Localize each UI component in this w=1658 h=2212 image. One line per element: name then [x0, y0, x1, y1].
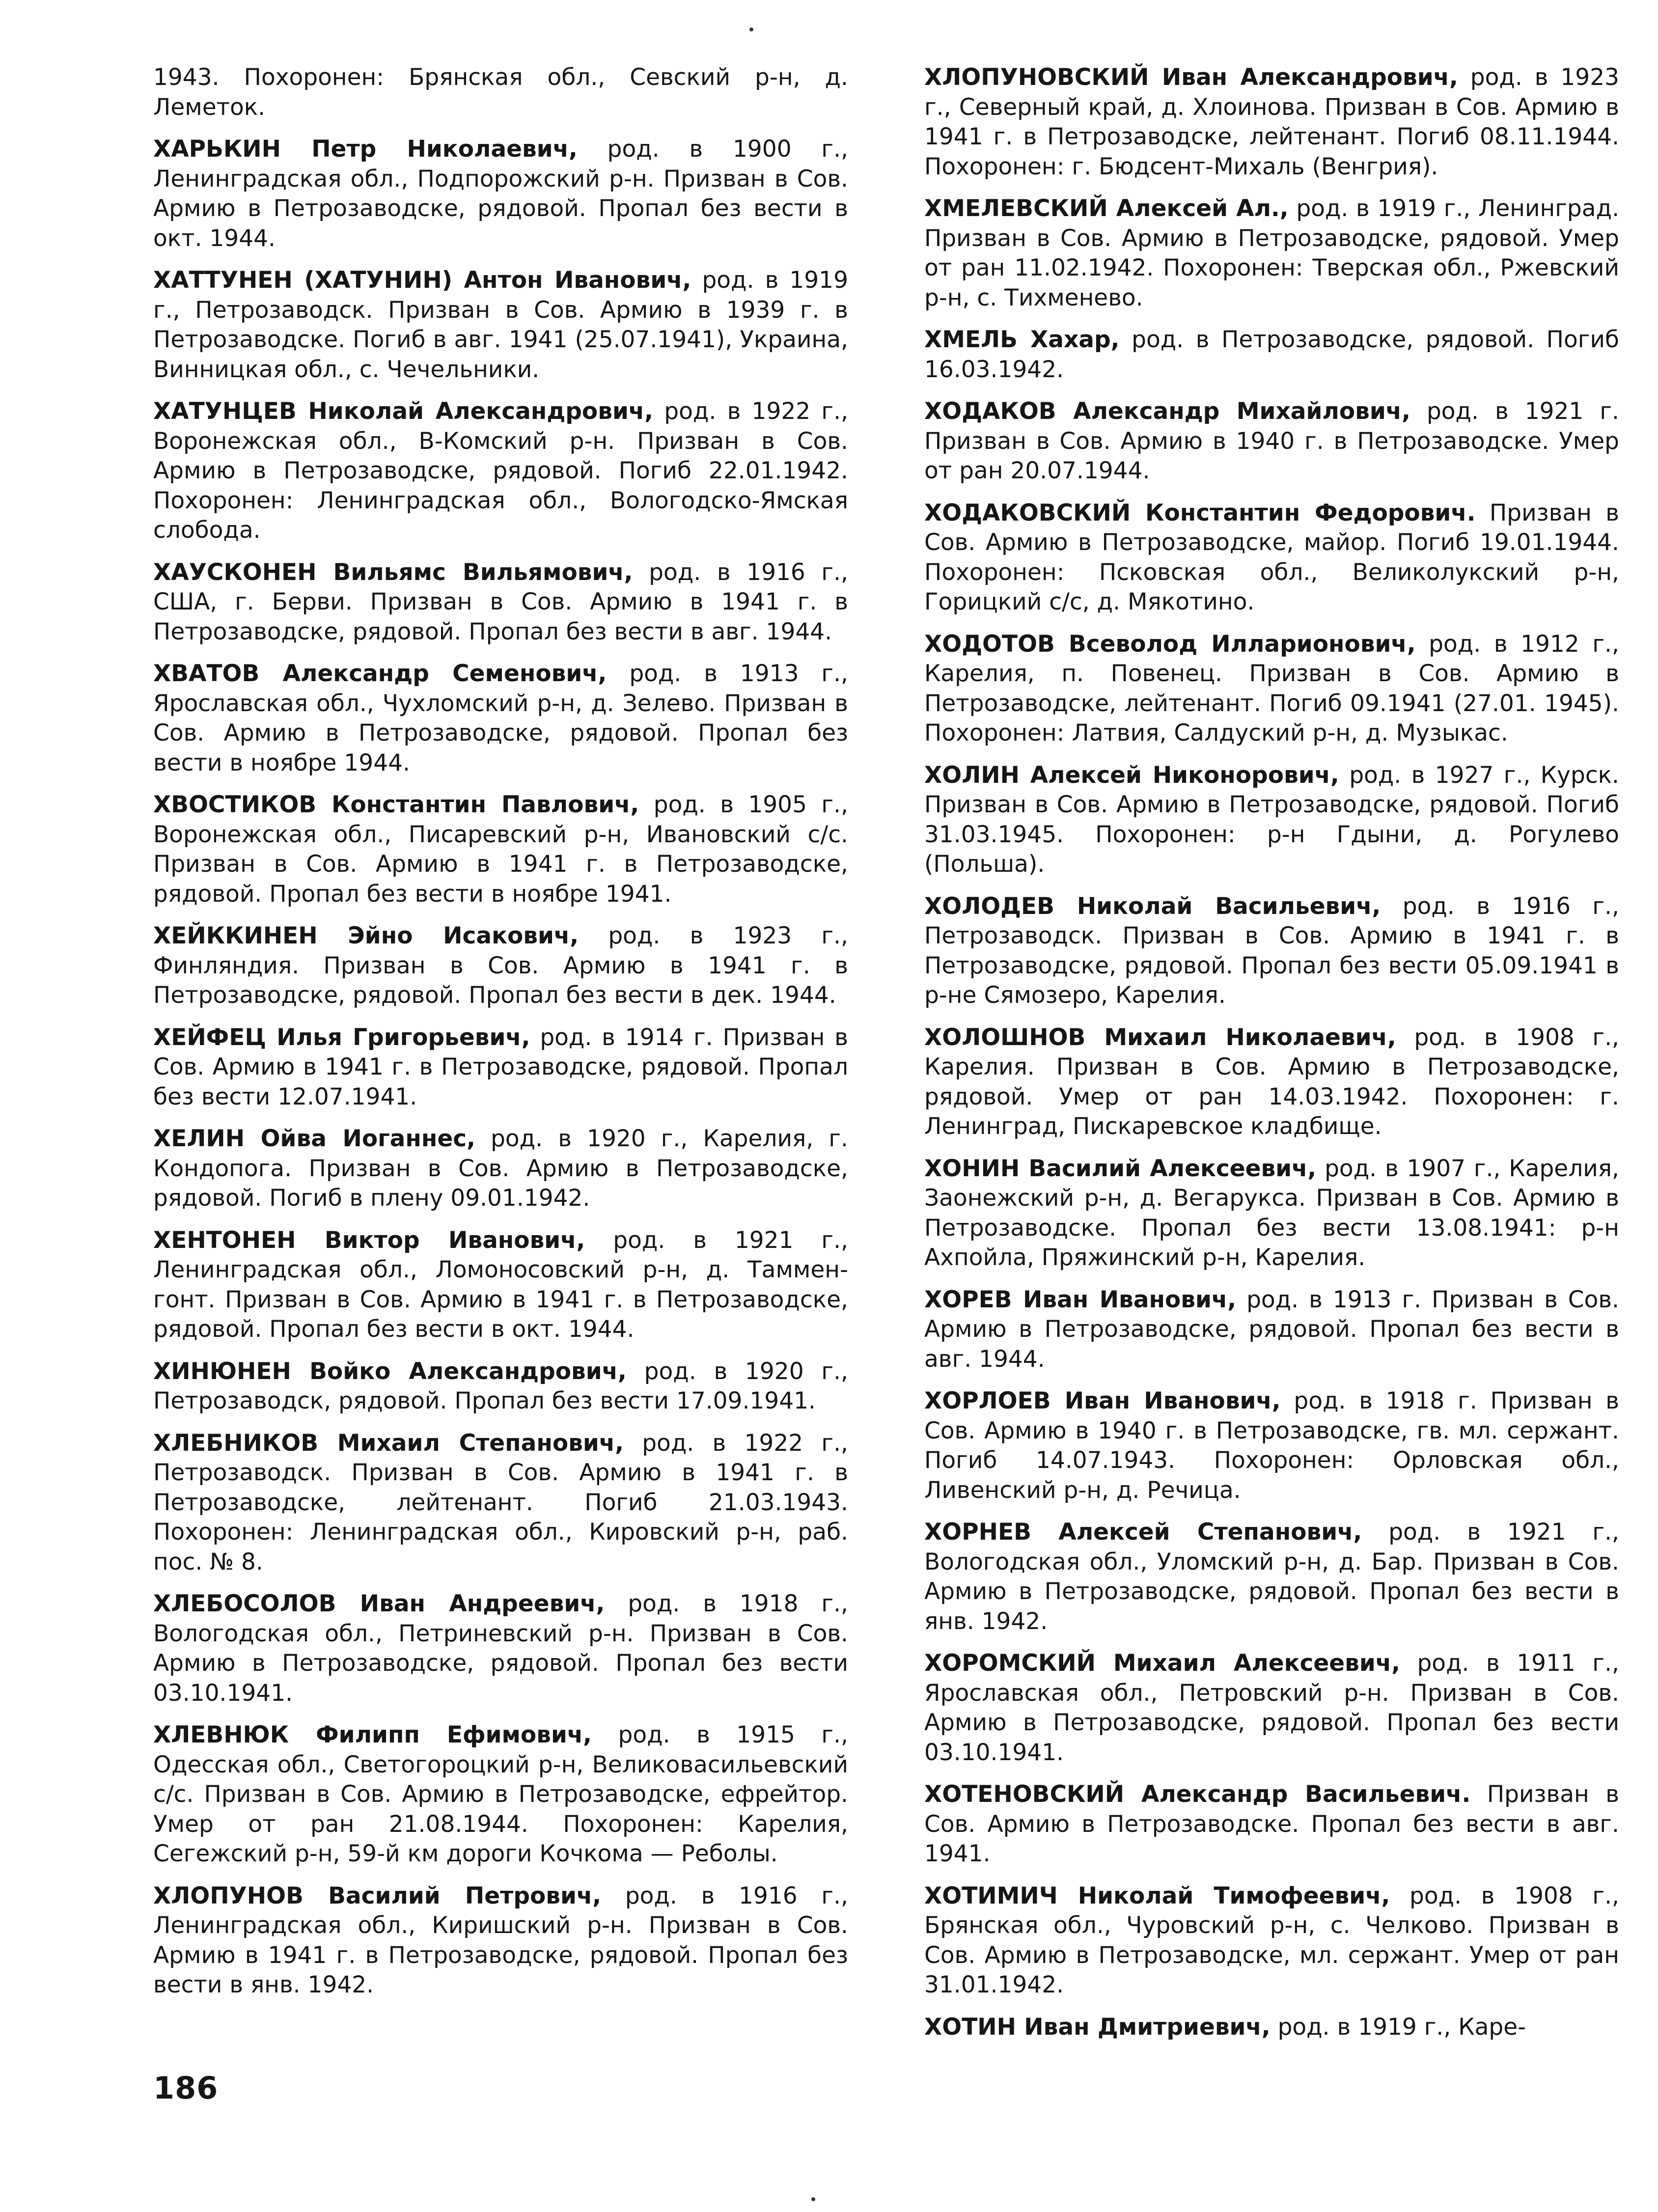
entry-name: ХОЛОДЕВ Николай Васильевич, [924, 892, 1381, 920]
entry-name: ХОДАКОВСКИЙ Константин Федорович. [924, 499, 1476, 526]
entry-name: ХМЕЛЕВСКИЙ Алексей Ал., [924, 195, 1289, 222]
entry-name: ХВОСТИКОВ Константин Павлович, [153, 791, 639, 818]
entry-text: род. в 1900 г., Ленинградская обл., Подпорожский р-н. Призван в Сов. Армию в Петрозаводске, рядовой. Пропал без вести в окт. 1944. [153, 136, 849, 252]
entry [924, 2013, 1619, 2043]
entry-name: ХОНИН Василий Алексеевич, [924, 1155, 1317, 1182]
entry-text: род. в 1913 г. Призван в Сов. Армию в Петрозаводске, рядовой. Пропал без вести в авг. 1944. [924, 1286, 1619, 1373]
entry-text: род. в 1916 г., Петрозаводск. Призван в Сов. Армию в 1941 г. в Петрозаводске, рядовой. Пропал без вести 05.09.1941 в р-не Сямозеро, Карелия. [924, 892, 1619, 1009]
entry [153, 558, 848, 647]
page-number: 186 [153, 2070, 219, 2106]
entry [153, 1720, 848, 1869]
entry-text: род. в 1907 г., Карелия, Заонежский р-н, д. Вегарукса. Призван в Сов. Армию в Петрозаводске. Пропал без вести 13.08.1941: р-н Ахпойла, Пряжинский р-н, Карелия. [924, 1155, 1619, 1271]
entry-text: род. в 1912 г., Карелия, п. Повенец. Призван в Сов. Армию в Петрозаводске, лейтенант. Погиб 09.1941 (27.01. 1945). Похоронен: Латвия, Салдуский р-н, д. Музыкас. [924, 630, 1619, 747]
entry-text: род. в 1918 г., Вологодская обл., Петриневский р-н. Призван в Сов. Армию в Петрозаводске, рядовой. Пропал без вести 03.10.1941. [153, 1590, 848, 1707]
entry-text: род. в 1927 г., Курск. Призван в Сов. Армию в Петрозаводске, рядовой. Погиб 31.03.1945. Похоронен: р-н Гдыни, д. Рогулево (Польша). [924, 761, 1619, 878]
entry [153, 1357, 848, 1416]
entry-text: род. в 1914 г. Призван в Сов. Армию в 1941 г. в Петрозаводске, рядовой. Пропал без вести 12.07.1941. [153, 1023, 848, 1110]
entry-name: ХОРЕВ Иван Иванович, [924, 1286, 1237, 1313]
entry [153, 659, 848, 778]
entry-text: род. в 1916 г., США, г. Берви. Призван в Сов. Армию в 1941 г. в Петрозаводске, рядовой. Пропал без вести в авг. 1944. [153, 558, 848, 645]
entry-text: род. в 1920 г., Карелия, г. Кондопога. Призван в Сов. Армию в Петрозаводске, рядовой. Погиб в плену 09.01.1942. [153, 1125, 848, 1212]
entry-text: род. в 1921 г., Вологодская обл., Уломский р-н, д. Бар. Призван в Сов. Армию в Петрозаводске, рядовой. Пропал без вести в янв. 1942. [924, 1519, 1619, 1635]
left-column [153, 63, 848, 2013]
entry-name: ХЕЙККИНЕН Эйно Исакович, [153, 922, 579, 949]
entry [924, 1649, 1619, 1768]
entry [924, 1780, 1619, 1869]
entry-text: 1943. Похоронен: Брянская обл., Севский р-н, д. Леметок. [153, 64, 848, 121]
entry [924, 1386, 1619, 1505]
entry-name: ХЕНТОНЕН Виктор Иванович, [153, 1226, 585, 1254]
entry-name: ХИНЮНЕН Войко Александрович, [153, 1357, 627, 1385]
entry-name: ХОДОТОВ Всеволод Илларионович, [924, 630, 1416, 658]
entry-text: Призван в Сов. Армию в Петрозаводске. Пропал без вести в авг. 1941. [924, 1781, 1619, 1867]
entry-name: ХОТИМИЧ Николай Тимофеевич, [924, 1882, 1390, 1909]
entry-text: род. в 1922 г., Воронежская обл., В-Комский р-н. Призван в Сов. Армию в Петрозаводске, рядовой. Погиб 22.01.1942. Похоронен: Ленинградская обл., Вологодско-Ямская слобода. [153, 398, 849, 544]
entry [153, 397, 848, 546]
entry-text: род. в 1908 г., Брянская обл., Чуровский р-н, с. Челково. Призван в Сов. Армию в Петрозаводске, мл. сержант. Умер от ран 31.01.1942. [924, 1882, 1619, 1998]
entry-text: род. в 1916 г., Ленинградская обл., Киришский р-н. Призван в Сов. Армию в 1941 г. в Петрозаводске, рядовой. Пропал без вести в янв. 1942. [153, 1882, 848, 1998]
entry-name: ХОЛИН Алексей Никонорович, [924, 761, 1339, 789]
entry-text: род. в 1915 г., Одесская обл., Светогороцкий р-н, Великовасильевский с/с. Призван в Сов. Армию в Петрозаводске, ефрейтор. Умер от ран 21.08.1944. Похоронен: Карелия, Сегежский р-н, 59-й км дороги Кочкома — Реболы. [153, 1721, 849, 1867]
entry-text: род. в 1918 г. Призван в Сов. Армию в 1940 г. в Петрозаводске, гв. мл. сержант. Погиб 14.07.1943. Похоронен: Орловская обл., Ливенский р-н, д. Речица. [924, 1387, 1619, 1504]
entry [153, 1881, 848, 2000]
entry-text: род. в 1908 г., Карелия. Призван в Сов. Армию в Петрозаводске, рядовой. Умер от ран 14.03.1942. Похоронен: г. Ленинград, Пискаревское кладбище. [924, 1023, 1619, 1140]
entry-name: ХОТЕНОВСКИЙ Александр Васильевич. [924, 1781, 1471, 1808]
entry [924, 63, 1619, 182]
entry [153, 1589, 848, 1708]
entry [924, 1285, 1619, 1375]
entry-name: ХОРОМСКИЙ Михаил Алексеевич, [924, 1650, 1400, 1677]
entry [924, 761, 1619, 880]
entry [924, 630, 1619, 748]
entry [153, 1023, 848, 1112]
entry [924, 1154, 1619, 1273]
entry-text: род. в 1923 г., Финляндия. Призван в Сов. Армию в 1941 г. в Петрозаводске, рядовой. Пропал без вести в дек. 1944. [153, 922, 848, 1009]
entry-text: род. в Петрозаводске, рядовой. Погиб 16.03.1942. [924, 326, 1619, 383]
entry-name: ХОЛОШНОВ Михаил Николаевич, [924, 1023, 1396, 1051]
entry-name: ХОРНЕВ Алексей Степанович, [924, 1519, 1362, 1546]
entry [924, 325, 1619, 385]
entry-name: ХЛЕБНИКОВ Михаил Степанович, [153, 1429, 624, 1457]
entry [924, 1023, 1619, 1142]
entry [153, 1226, 848, 1345]
entry [153, 266, 848, 385]
entry-text: род. в 1919 г., Ленинград. Призван в Сов. Армию в Петрозаводске, рядовой. Умер от ран 11.02.1942. Похоронен: Тверская обл., Ржевский р-н, с. Тихменево. [924, 195, 1620, 311]
entry-text: род. в 1923 г., Северный край, д. Хлоинова. Призван в Сов. Армию в 1941 г. в Петрозаводске, лейтенант. Погиб 08.11.1944. Похоронен: г. Бюдсент-Михаль (Венгрия). [924, 64, 1620, 180]
print-speck [749, 28, 753, 31]
entry [153, 1429, 848, 1577]
entry-name: ХОТИН Иван Дмитриевич, [924, 2013, 1271, 2041]
entry [924, 1518, 1619, 1636]
entry-name: ХВАТОВ Александр Семенович, [153, 660, 607, 687]
entry-name: ХОДАКОВ Александр Михайлович, [924, 398, 1410, 425]
entry-text: род. в 1919 г., Каре- [1270, 2013, 1526, 2041]
entry [153, 790, 848, 909]
entry-name: ХЛЕВНЮК Филипп Ефимович, [153, 1721, 592, 1748]
entry-name: ХАТТУНЕН (ХАТУНИН) Антон Иванович, [153, 267, 691, 294]
entry-name: ХАТУНЦЕВ Николай Александрович, [153, 398, 654, 425]
right-column [924, 63, 1619, 2054]
entry [924, 397, 1619, 486]
entry-name: ХАРЬКИН Петр Николаевич, [153, 136, 578, 163]
entry [153, 135, 848, 253]
entry [924, 1881, 1619, 2000]
entry-name: ХЛОПУНОВСКИЙ Иван Александрович, [924, 64, 1458, 91]
entry-text: род. в 1921 г. Призван в Сов. Армию в 1940 г. в Петрозаводске. Умер от ран 20.07.1944. [924, 398, 1619, 484]
entry-text: род. в 1913 г., Ярославская обл., Чухломский р-н, д. Зелево. Призван в Сов. Армию в Петрозаводске, рядовой. Пропал без вести в ноябре 1944. [153, 660, 848, 776]
entry-name: ХЛЕБОСОЛОВ Иван Андреевич, [153, 1590, 605, 1617]
entry-text: род. в 1920 г., Петрозаводск, рядовой. Пропал без вести 17.09.1941. [153, 1357, 848, 1414]
entry-text: род. в 1922 г., Петрозаводск. Призван в Сов. Армию в 1941 г. в Петрозаводске, лейтенант. Погиб 21.03.1943. Похоронен: Ленинградская обл., Кировский р-н, раб. пос. № 8. [153, 1429, 848, 1576]
entry [153, 921, 848, 1011]
entry-name: ХЛОПУНОВ Василий Петрович, [153, 1882, 602, 1909]
entry-text: род. в 1911 г., Ярославская обл., Петровский р-н. Призван в Сов. Армию в Петрозаводске, рядовой. Пропал без вести 03.10.1941. [924, 1650, 1619, 1766]
entry-name: ХМЕЛЬ Хахар, [924, 326, 1120, 353]
entry-name: ХЕЛИН Ойва Иоганнес, [153, 1125, 475, 1152]
entry-text: род. в 1905 г., Воронежская обл., Писаревский р-н, Ивановский с/с. Призван в Сов. Армию в 1941 г. в Петрозаводске, рядовой. Пропал без вести в ноябре 1941. [153, 791, 849, 908]
entry-name: ХАУСКОНЕН Вильямс Вильямович, [153, 558, 633, 586]
entry [924, 194, 1619, 313]
entry-text: род. в 1921 г., Ленинградская обл., Ломоносовский р-н, д. Тамменгонт. Призван в Сов. Армию в 1941 г. в Петрозаводске, рядовой. Пропал без вести в окт. 1944. [153, 1226, 848, 1343]
entry-text: Призван в Сов. Армию в Петрозаводске, майор. Погиб 19.01.1944. Похоронен: Псковская обл., Великолукский р-н, Горицкий с/с, д. Мякотино. [924, 499, 1619, 615]
entry [153, 63, 848, 122]
entry [153, 1124, 848, 1214]
print-speck [811, 2197, 815, 2201]
entry-name: ХЕЙФЕЦ Илья Григорьевич, [153, 1023, 530, 1051]
entry [924, 498, 1619, 617]
entry-name: ХОРЛОЕВ Иван Иванович, [924, 1387, 1281, 1414]
entry [924, 892, 1619, 1011]
entry-text: род. в 1919 г., Петрозаводск. Призван в Сов. Армию в 1939 г. в Петрозаводске. Погиб в авг. 1941 (25.07.1941), Украина, Винницкая обл., с. Чечельники. [153, 267, 848, 383]
